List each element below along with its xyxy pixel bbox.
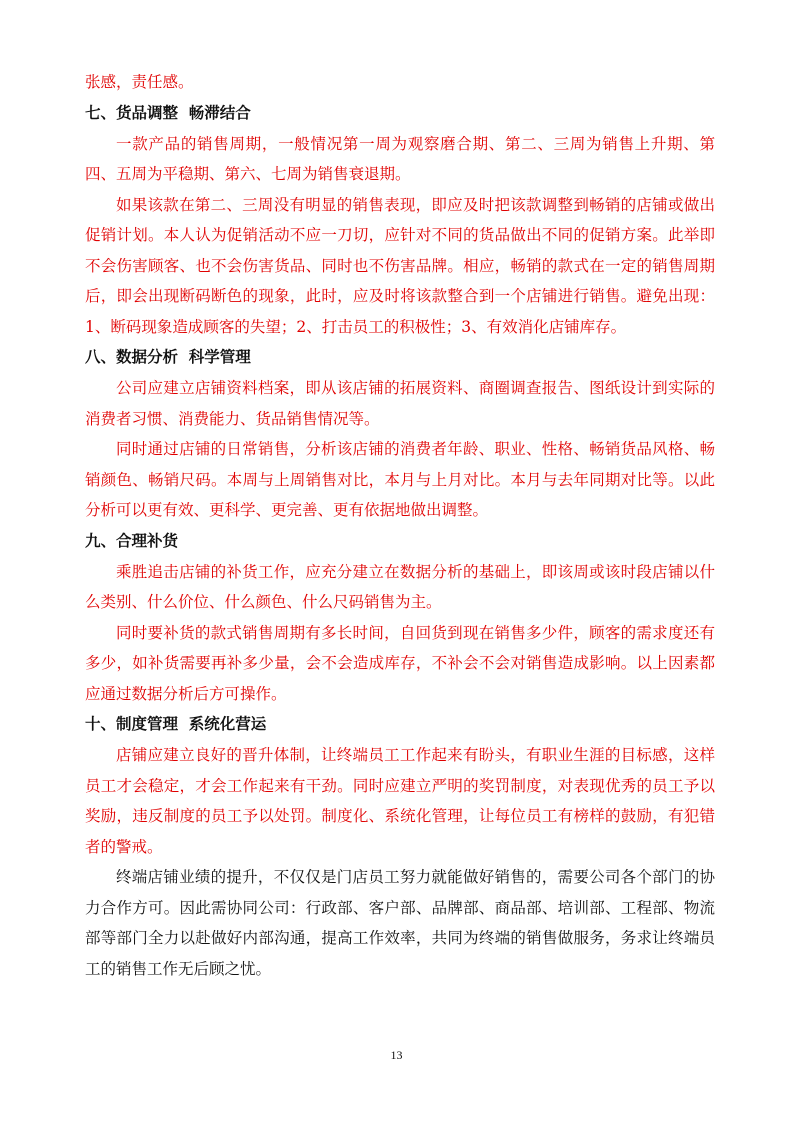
para-promotion-system: 店铺应建立良好的晋升体制，让终端员工工作起来有盼头，有职业生涯的目标感，这样员工才会稳定，才会工作起来有干劲。同时应建立严明的奖罚制度，对表现优秀的员工予以奖励，违反制度的员工予以处罚。制度化、系统化管理，让每位员工有榜样的鼓励，有犯错者的警戒。: [85, 746, 715, 856]
page-content: [85, 67, 715, 984]
heading-section-8: 八、数据分析 科学管理: [85, 348, 251, 366]
para-daily-analysis: 同时通过店铺的日常销售，分析该店铺的消费者年龄、职业、性格、畅销货品风格、畅销颜色、畅销尺码。本周与上周销售对比，本月与上月对比。本月与去年同期对比等。以此分析可以更有效、更科学、更完善、更有依据地做出调整。: [85, 440, 715, 519]
heading-section-10: 十、制度管理 系统化营运: [85, 715, 267, 733]
page-number: 13: [390, 1048, 403, 1062]
para-promotion: 如果该款在第二、三周没有明显的销售表现，即应及时把该款调整到畅销的店铺或做出促销计划。本人认为促销活动不应一刀切，应针对不同的货品做出不同的促销方案。此举即不会伤害顾客、也不会伤害货品、同时也不伤害品牌。相应，畅销的款式在一定的销售周期后，即会出现断码断色的现象，此时，应及时将该款整合到一个店铺进行销售。避免出现：1、断码现象造成顾客的失望；2、打击员工的积极性；3、有效消化店铺库存。: [85, 195, 715, 336]
para-continuation: 张感，责任感。: [85, 73, 194, 91]
heading-section-7: 七、货品调整 畅滞结合: [85, 103, 251, 122]
para-replenish-cycle: 同时要补货的款式销售周期有多长时间，自回货到现在销售多少件，顾客的需求度还有多少，如补货需要再补多少量，会不会造成库存，不补会不会对销售造成影响。以上因素都应通过数据分析后方可操作。: [85, 623, 715, 703]
para-store-archive: 公司应建立店铺资料档案，即从该店铺的拓展资料、商圈调查报告、图纸设计到实际的消费者习惯、消费能力、货品销售情况等。: [85, 379, 715, 428]
para-cooperation: 终端店铺业绩的提升，不仅仅是门店员工努力就能做好销售的，需要公司各个部门的协力合作方可。因此需协同公司：行政部、客户部、品牌部、商品部、培训部、工程部、物流部等部门全力以赴做好内部沟通，提高工作效率，共同为终端的销售做服务，务求让终端员工的销售工作无后顾之忧。: [85, 868, 715, 978]
para-sales-cycle: 一款产品的销售周期，一般情况第一周为观察磨合期、第二、三周为销售上升期、第四、五周为平稳期、第六、七周为销售衰退期。: [85, 134, 715, 183]
para-replenish-basis: 乘胜追击店铺的补货工作，应充分建立在数据分析的基础上，即该周或该时段店铺以什么类别、什么价位、什么颜色、什么尺码销售为主。: [85, 562, 715, 611]
heading-section-9: 九、合理补货: [85, 531, 179, 550]
